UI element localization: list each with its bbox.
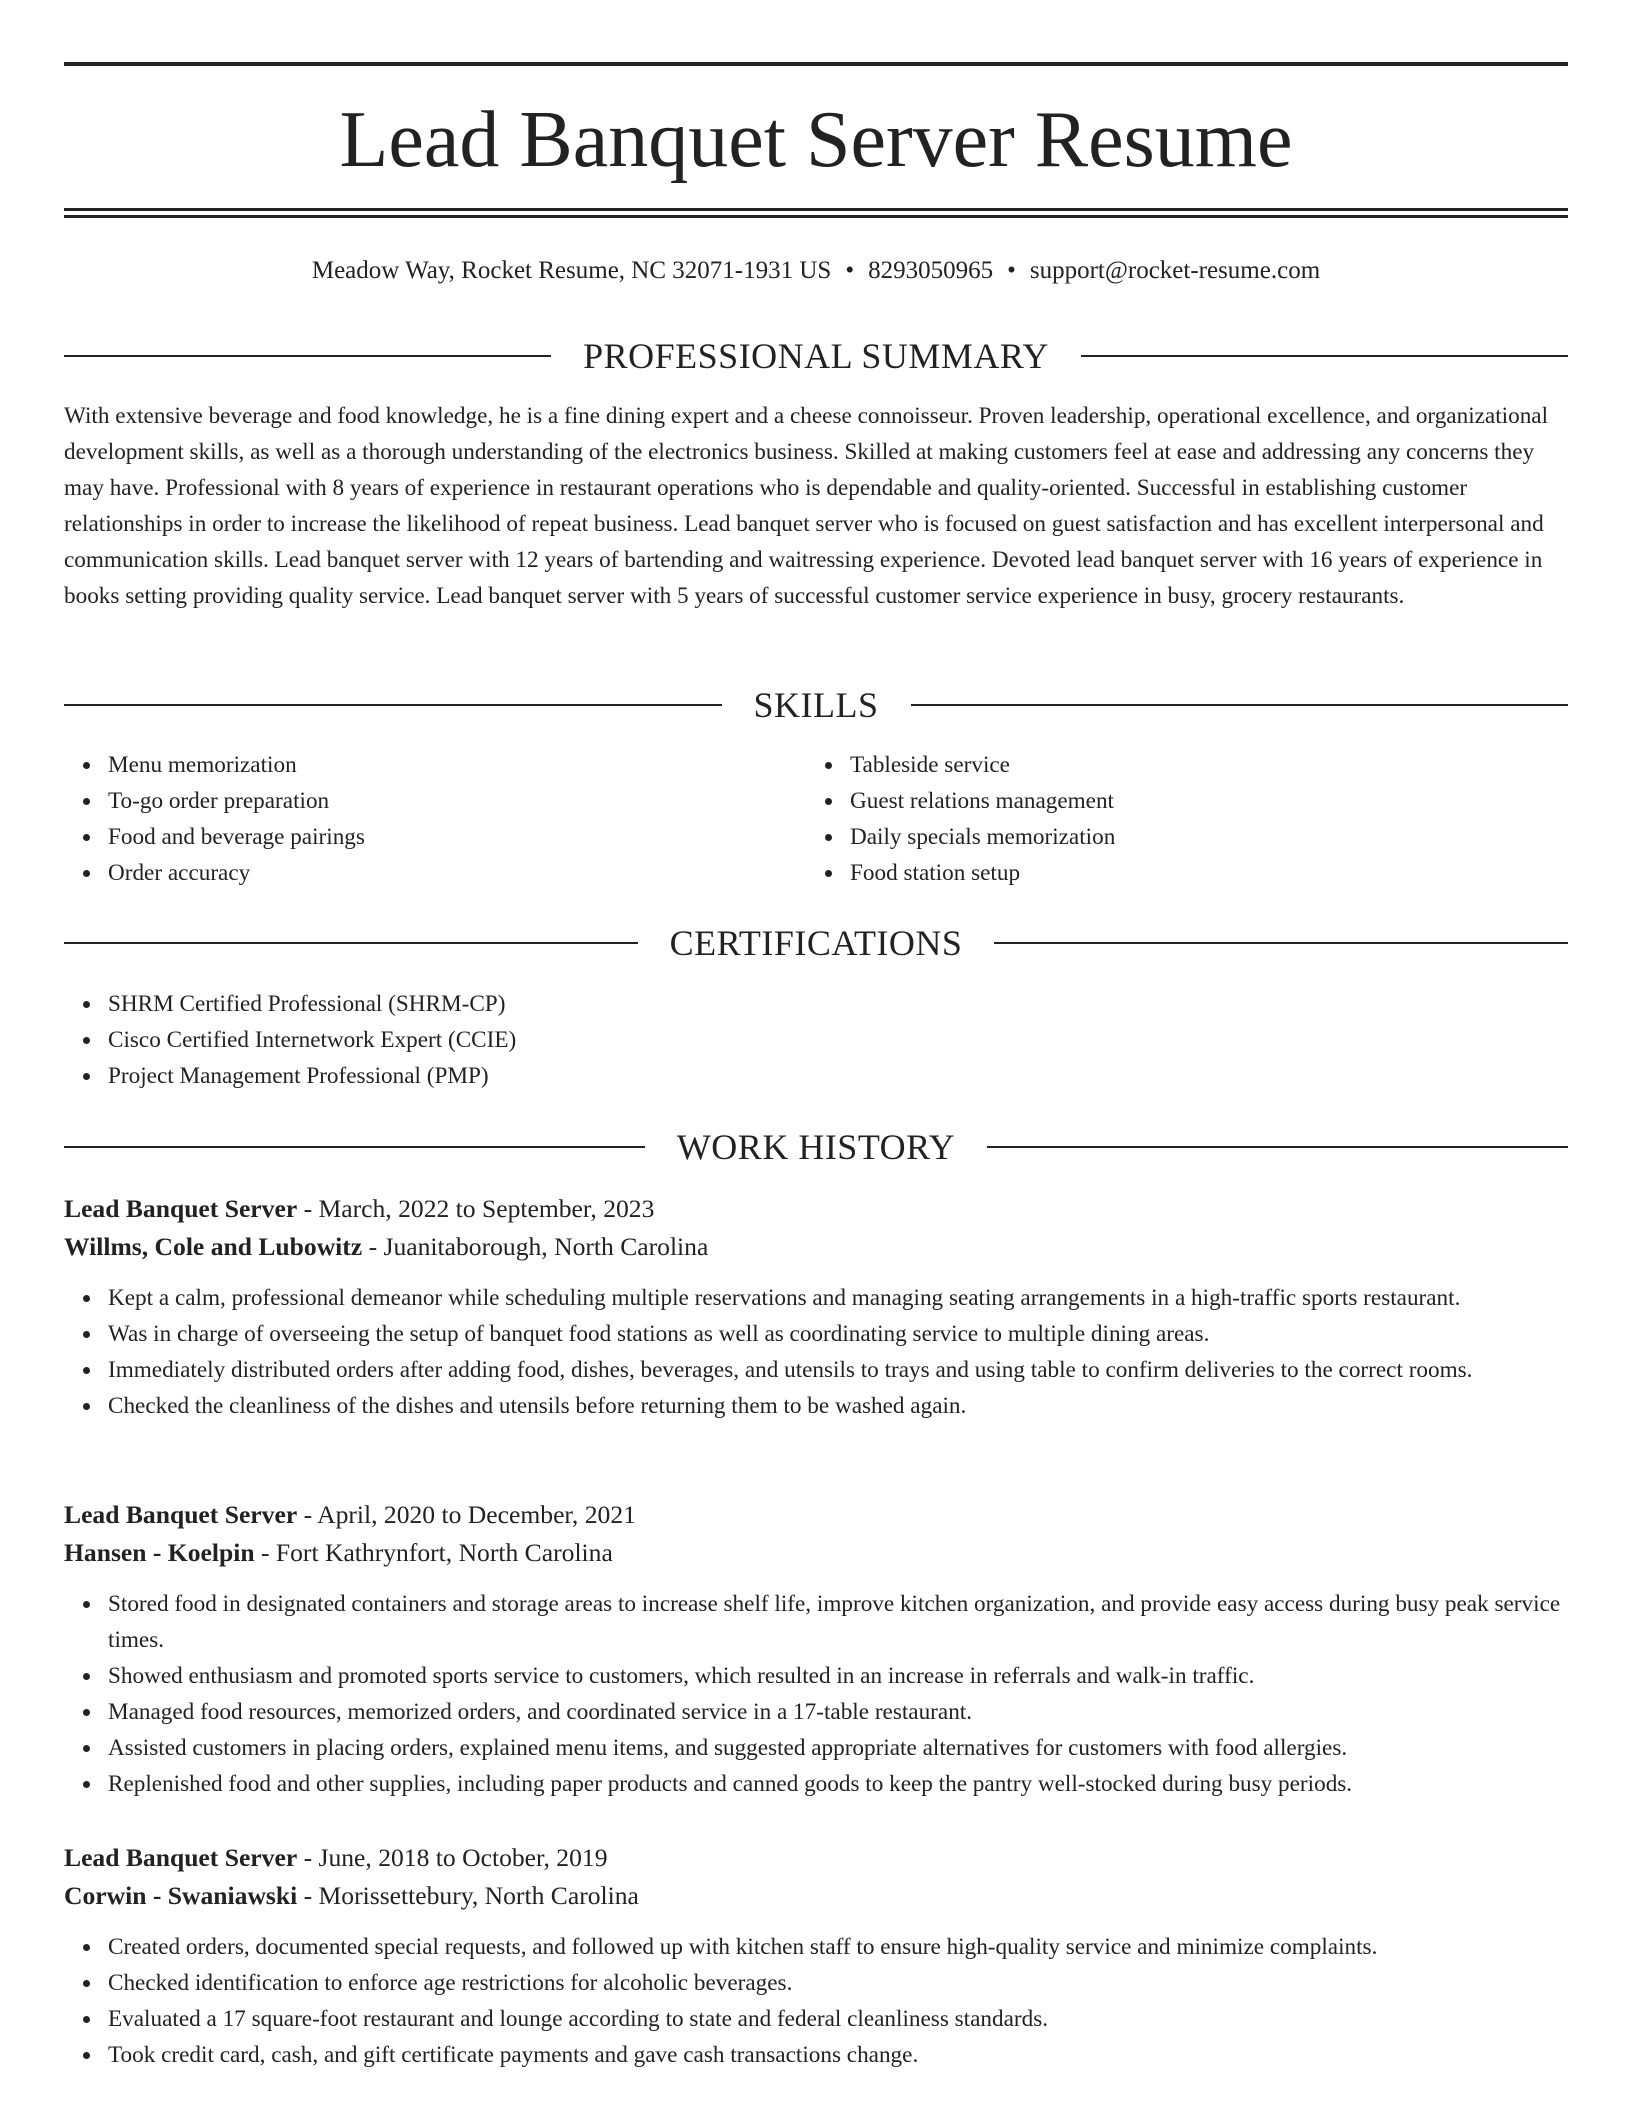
- job-company-line: [64, 1534, 1568, 1572]
- job-duty: Stored food in designated containers and storage areas to increase shelf life, improve kitchen organization, and provide easy access during busy peak service times.: [108, 1586, 1568, 1658]
- job-title-line: [64, 1839, 1568, 1877]
- job-dates: - March, 2022 to September, 2023: [297, 1194, 655, 1223]
- job-duties-list: [64, 1280, 1568, 1424]
- job-duty: Checked identification to enforce age restrictions for alcoholic beverages.: [108, 1965, 1568, 2001]
- certification-item: Cisco Certified Internetwork Expert (CCIE): [108, 1022, 516, 1058]
- section-heading-skills: [64, 685, 1568, 725]
- job-location: - Fort Kathrynfort, North Carolina: [254, 1538, 613, 1567]
- job-title-line: [64, 1190, 1568, 1228]
- heading-rule: [994, 942, 1568, 944]
- contact-separator: •: [845, 257, 855, 284]
- job-entry: [64, 1839, 1568, 2073]
- section-heading-certifications: [64, 923, 1568, 963]
- section-title: PROFESSIONAL SUMMARY: [583, 336, 1049, 376]
- skills-list-left: [64, 747, 365, 891]
- job-company: Willms, Cole and Lubowitz: [64, 1232, 363, 1261]
- job-duty: Evaluated a 17 square-foot restaurant and lounge according to state and federal cleanliness standards.: [108, 2001, 1568, 2037]
- title-double-rule: [64, 208, 1568, 218]
- contact-separator: •: [1007, 257, 1016, 284]
- skill-item: Order accuracy: [108, 855, 365, 891]
- section-title: WORK HISTORY: [676, 1127, 956, 1167]
- job-company-line: [64, 1877, 1568, 1915]
- job-duty: Managed food resources, memorized orders, and coordinated service in a 17-table restaurant.: [108, 1694, 1568, 1730]
- skills-list-right: [806, 747, 1115, 891]
- job-duty: Assisted customers in placing orders, explained menu items, and suggested appropriate alternatives for customers with food allergies.: [108, 1730, 1568, 1766]
- heading-rule: [64, 355, 551, 357]
- job-company: Hansen - Koelpin: [64, 1538, 255, 1567]
- contact-phone: 8293050965: [868, 257, 994, 284]
- job-duties-list: [64, 1586, 1568, 1802]
- heading-rule: [64, 942, 638, 944]
- summary-paragraph: With extensive beverage and food knowledge, he is a fine dining expert and a cheese connoisseur. Proven leadership, operational excellence, and organizational development skills, as well as a thorough understanding of the electronics business. Skilled at making customers feel at ease and addressing any concerns they may have. Professional with 8 years of experience in restaurant operations who is dependable and quality-oriented. Successful in establishing customer relationships in order to increase the likelihood of repeat business. Lead banquet server who is focused on guest satisfaction and has excellent interpersonal and communication skills. Lead banquet server with 12 years of bartending and waitressing experience. Devoted lead banquet server with 16 years of experience in books setting providing quality service. Lead banquet server with 5 years of successful customer service experience in busy, grocery restaurants.: [64, 403, 1549, 609]
- job-title: Lead Banquet Server: [64, 1500, 298, 1529]
- job-title: Lead Banquet Server: [64, 1194, 298, 1223]
- contact-address: Meadow Way, Rocket Resume, NC 32071-1931 US: [311, 257, 832, 284]
- heading-rule: [64, 1146, 645, 1148]
- skill-item: Guest relations management: [850, 783, 1115, 819]
- job-duty: Checked the cleanliness of the dishes and utensils before returning them to be washed again.: [108, 1388, 1568, 1424]
- certifications-list: [64, 986, 516, 1094]
- skill-item: Daily specials memorization: [850, 819, 1115, 855]
- job-duty: Showed enthusiasm and promoted sports service to customers, which resulted in an increase in referrals and walk-in traffic.: [108, 1658, 1568, 1694]
- job-entry: [64, 1190, 1568, 1424]
- certification-item: Project Management Professional (PMP): [108, 1058, 516, 1094]
- job-duty: Kept a calm, professional demeanor while scheduling multiple reservations and managing seating arrangements in a high-traffic sports restaurant.: [108, 1280, 1568, 1316]
- job-company-line: [64, 1228, 1568, 1266]
- top-rule: [64, 62, 1568, 66]
- section-title: SKILLS: [753, 685, 879, 725]
- job-dates: - April, 2020 to December, 2021: [297, 1500, 636, 1529]
- skill-item: Menu memorization: [108, 747, 365, 783]
- section-title: CERTIFICATIONS: [669, 923, 963, 963]
- skill-item: Food and beverage pairings: [108, 819, 365, 855]
- job-duties-list: [64, 1929, 1568, 2073]
- heading-rule: [64, 704, 722, 706]
- job-duty: Replenished food and other supplies, including paper products and canned goods to keep the pantry well-stocked during busy periods.: [108, 1766, 1568, 1802]
- skill-item: To-go order preparation: [108, 783, 365, 819]
- contact-email[interactable]: support@rocket-resume.com: [1029, 257, 1321, 284]
- resume-title: Lead Banquet Server Resume: [339, 96, 1293, 184]
- heading-rule: [987, 1146, 1568, 1148]
- job-dates: - June, 2018 to October, 2019: [297, 1843, 608, 1872]
- job-duty: Took credit card, cash, and gift certificate payments and gave cash transactions change.: [108, 2037, 1568, 2073]
- job-title: Lead Banquet Server: [64, 1843, 298, 1872]
- job-duty: Was in charge of overseeing the setup of banquet food stations as well as coordinating service to multiple dining areas.: [108, 1316, 1568, 1352]
- skill-item: Food station setup: [850, 855, 1115, 891]
- job-duty: Created orders, documented special requests, and followed up with kitchen staff to ensure high-quality service and minimize complaints.: [108, 1929, 1568, 1965]
- contact-line: [64, 254, 1568, 288]
- certification-item: SHRM Certified Professional (SHRM-CP): [108, 986, 516, 1022]
- job-location: - Juanitaborough, North Carolina: [362, 1232, 709, 1261]
- section-heading-work-history: [64, 1127, 1568, 1167]
- section-heading-summary: [64, 336, 1568, 376]
- job-location: - Morissettebury, North Carolina: [297, 1881, 639, 1910]
- heading-rule: [911, 704, 1569, 706]
- job-duty: Immediately distributed orders after adding food, dishes, beverages, and utensils to trays and using table to confirm deliveries to the correct rooms.: [108, 1352, 1568, 1388]
- job-title-line: [64, 1496, 1568, 1534]
- heading-rule: [1081, 355, 1568, 357]
- job-entry: [64, 1496, 1568, 1802]
- skill-item: Tableside service: [850, 747, 1115, 783]
- job-company: Corwin - Swaniawski: [64, 1881, 298, 1910]
